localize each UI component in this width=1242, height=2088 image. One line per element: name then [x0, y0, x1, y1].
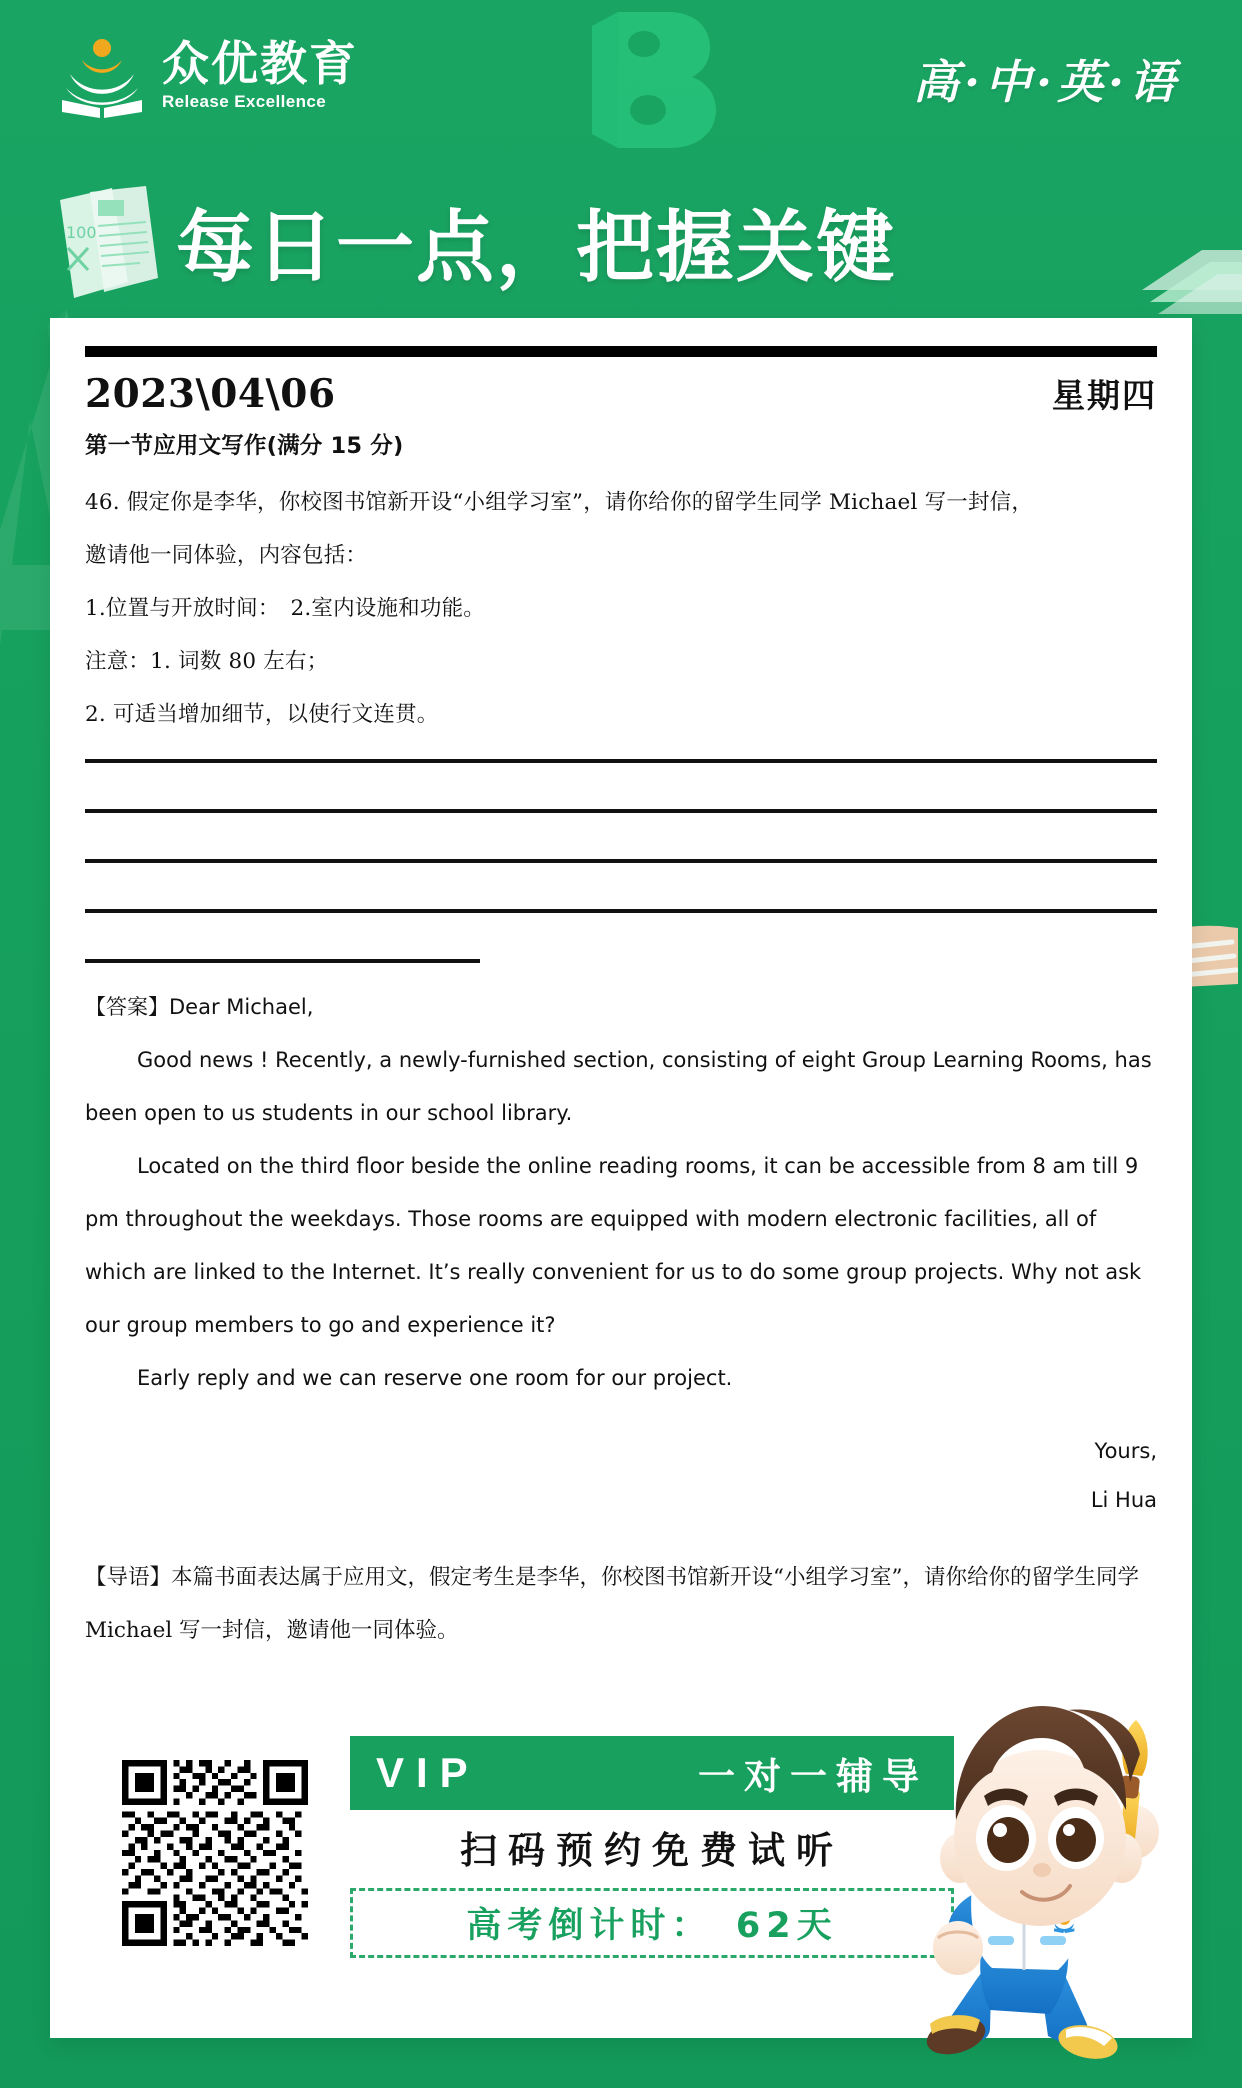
answer-paragraph: Early reply and we can reserve one room for our project.: [137, 1366, 733, 1390]
scan-label: 扫码预约免费试听: [460, 1829, 844, 1872]
brand-name-cn: 众优教育: [162, 36, 358, 92]
blank-line: [85, 959, 480, 963]
guide-text: 本篇书面表达属于应用文，假定考生是李华，你校图书馆新开设“小组学习室”，请你给你的留学生同学 Michael 写一封信，邀请他一同体验。: [85, 1565, 1140, 1643]
countdown-badge: 高考倒计时： 62天: [350, 1888, 954, 1958]
question-line: 邀请他一同体验，内容包括：: [85, 543, 368, 568]
student-mascot-icon: [872, 1680, 1208, 2080]
blank-line: [85, 809, 1157, 813]
question-line: 1.位置与开放时间： 2.室内设施和功能。: [85, 596, 485, 621]
date-bar: [85, 370, 1157, 417]
blank-line: [85, 759, 1157, 763]
svg-text:100: 100: [66, 223, 97, 242]
top-rule-divider: [85, 346, 1157, 357]
answer-signoff: Yours,: [1094, 1439, 1157, 1463]
answer-salutation: Dear Michael,: [169, 995, 314, 1019]
question-line: 2. 可适当增加细节，以使行文连贯。: [85, 702, 439, 727]
qr-code-icon[interactable]: [122, 1760, 308, 1946]
brand-name-en: Release Excellence: [162, 92, 327, 112]
question-line: 注意：1. 词数 80 左右；: [85, 649, 329, 674]
section-title: 第一节应用文写作(满分 15 分): [85, 433, 404, 459]
decorative-papers-icon: [54, 186, 164, 304]
poster-headline: 每日一点，把握关键: [176, 203, 897, 293]
document-body: [85, 428, 1157, 1657]
answer-paragraph: Located on the third floor beside the online reading rooms, it can be accessible from 8 am till 9 pm throughout the weekdays. Those rooms are equipped with modern electronic facilities, all of which are linked to the Internet. It’s really convenient for us to do some group projects. Why not ask our group members to go and experience it?: [85, 1154, 1142, 1337]
blank-line: [85, 909, 1157, 913]
guide-label: 【导语】: [85, 1565, 172, 1590]
vip-label: VIP: [376, 1749, 480, 1796]
brand-text: [162, 36, 358, 112]
subject-label: 高·中·英·语: [912, 55, 1180, 109]
tutoring-label: 一对一辅导: [698, 1755, 928, 1798]
answer-paragraph: Good news ! Recently, a newly-furnished section, consisting of eight Group Learning Rooms, has been open to us students in our school library.: [85, 1048, 1152, 1125]
spacer: [85, 1405, 1157, 1427]
answer-block: [85, 981, 1157, 1525]
brand-logo: [56, 34, 358, 118]
decorative-letter-b-icon: [556, 2, 726, 152]
weekday-label: 星期四: [1052, 376, 1157, 415]
question-line: 46. 假定你是李华，你校图书馆新开设“小组学习室”，请你给你的留学生同学 Michael 写一封信，: [85, 490, 1034, 515]
answer-blank-lines: [85, 759, 1157, 963]
vip-banner[interactable]: [350, 1736, 954, 1810]
guide-block: [85, 1551, 1157, 1657]
answer-label: 【答案】: [85, 995, 169, 1019]
answer-signature: Li Hua: [1090, 1488, 1157, 1512]
book-rays-logo-icon: [56, 34, 148, 118]
answer-salutation-line: [85, 981, 1157, 1034]
promo-panel: [350, 1736, 954, 1958]
blank-line: [85, 859, 1157, 863]
date-label: 2023\04\06: [85, 371, 336, 417]
